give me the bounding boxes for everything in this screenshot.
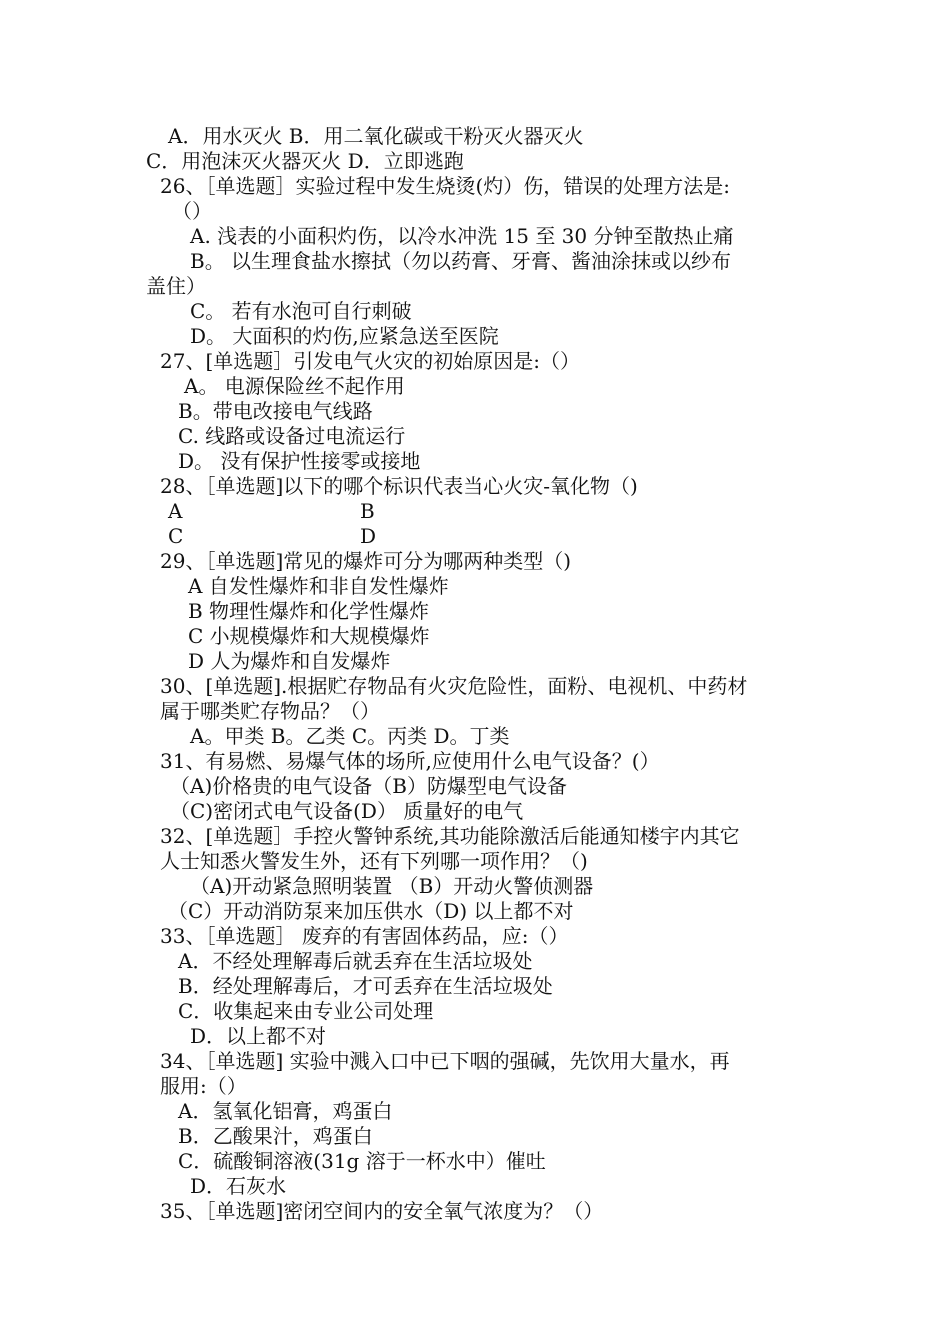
q34-option-c: C．硫酸铜溶液(31g 溶于一杯水中）催吐 xyxy=(178,1149,546,1173)
q34-option-d: D．石灰水 xyxy=(190,1174,287,1198)
q30-question-cont: 属于哪类贮存物品？（） xyxy=(160,699,380,723)
q28-question: 28、［单选题]以下的哪个标识代表当心火灾-氧化物（) xyxy=(160,474,638,498)
q31-options-ab: （A)价格贵的电气设备（B）防爆型电气设备 xyxy=(170,774,567,798)
q29-option-a: A 自发性爆炸和非自发性爆炸 xyxy=(188,574,449,598)
q26-option-a: A. 浅表的小面积灼伤，以冷水冲洗 15 至 30 分钟至散热止痛 xyxy=(190,224,734,248)
q26-option-b-cont: 盖住） xyxy=(146,274,206,298)
q34-option-b: B．乙酸果汁，鸡蛋白 xyxy=(178,1124,373,1148)
q26-option-d: D。 大面积的灼伤,应紧急送至医院 xyxy=(190,324,499,348)
q34-option-a: A．氢氧化铝膏，鸡蛋白 xyxy=(178,1099,393,1123)
q32-question: 32、[单选题］手控火警钟系统,其功能除激活后能通知楼宇内其它 xyxy=(160,824,740,848)
q25-options-cd: C．用泡沫灭火器灭火 D．立即逃跑 xyxy=(146,149,464,173)
q26-option-b: B。 以生理食盐水擦拭（勿以药膏、牙膏、酱油涂抹或以纱布 xyxy=(190,249,732,273)
q35-question: 35、［单选题]密闭空间内的安全氧气浓度为？（） xyxy=(160,1199,604,1223)
q27-option-c: C. 线路或设备过电流运行 xyxy=(178,424,406,448)
q28-option-c: C xyxy=(168,524,184,548)
q34-question-cont: 服用:（） xyxy=(160,1074,247,1098)
q26-question: 26、［单选题］实验过程中发生烧烫(灼）伤，错误的处理方法是: xyxy=(160,174,730,198)
q28-option-b: B xyxy=(360,499,375,523)
q26-option-c: C。 若有水泡可自行刺破 xyxy=(190,299,412,323)
q31-question: 31、有易燃、易爆气体的场所,应使用什么电气设备？(） xyxy=(160,749,660,773)
q32-question-cont: 人士知悉火警发生外，还有下列哪一项作用？（) xyxy=(160,849,588,873)
q25-options-ab: A．用水灭火 B．用二氧化碳或干粉灭火器灭火 xyxy=(168,124,584,148)
q33-question: 33、［单选题］ 废弃的有害固体药品，应:（） xyxy=(160,924,569,948)
q33-option-b: B．经处理解毒后，才可丢弃在生活垃圾处 xyxy=(178,974,553,998)
q29-option-d: D 人为爆炸和自发爆炸 xyxy=(188,649,391,673)
q28-option-d: D xyxy=(360,524,377,548)
q29-option-c: C 小规模爆炸和大规模爆炸 xyxy=(188,624,430,648)
q34-question: 34、［单选题] 实验中溅入口中已下咽的强碱，先饮用大量水，再 xyxy=(160,1049,730,1073)
q29-option-b: B 物理性爆炸和化学性爆炸 xyxy=(188,599,430,623)
q27-option-a: A。 电源保险丝不起作用 xyxy=(184,374,405,398)
q27-option-d: D。 没有保护性接零或接地 xyxy=(178,449,421,473)
q27-option-b: B。带电改接电气线路 xyxy=(178,399,373,423)
q33-option-a: A．不经处理解毒后就丢弃在生活垃圾处 xyxy=(178,949,533,973)
q30-options: A。甲类 B。乙类 C。丙类 D。丁类 xyxy=(190,724,510,748)
q28-option-a: A xyxy=(168,499,183,523)
q32-options-ab: （A)开动紧急照明装置 （B）开动火警侦测器 xyxy=(190,874,594,898)
q27-question: 27、[单选题］引发电气火灾的初始原因是:（） xyxy=(160,349,580,373)
q32-options-cd: （C）开动消防泵来加压供水（D) 以上都不对 xyxy=(168,899,574,923)
q30-question: 30、[单选题].根据贮存物品有火灾危险性，面粉、电视机、中药材 xyxy=(160,674,748,698)
q29-question: 29、［单选题]常见的爆炸可分为哪两种类型（) xyxy=(160,549,572,573)
q31-options-cd: （C)密闭式电气设备(D） 质量好的电气 xyxy=(170,799,524,823)
q33-option-c: C．收集起来由专业公司处理 xyxy=(178,999,434,1023)
q26-question-blank: （） xyxy=(172,199,212,223)
q33-option-d: D．以上都不对 xyxy=(190,1024,327,1048)
